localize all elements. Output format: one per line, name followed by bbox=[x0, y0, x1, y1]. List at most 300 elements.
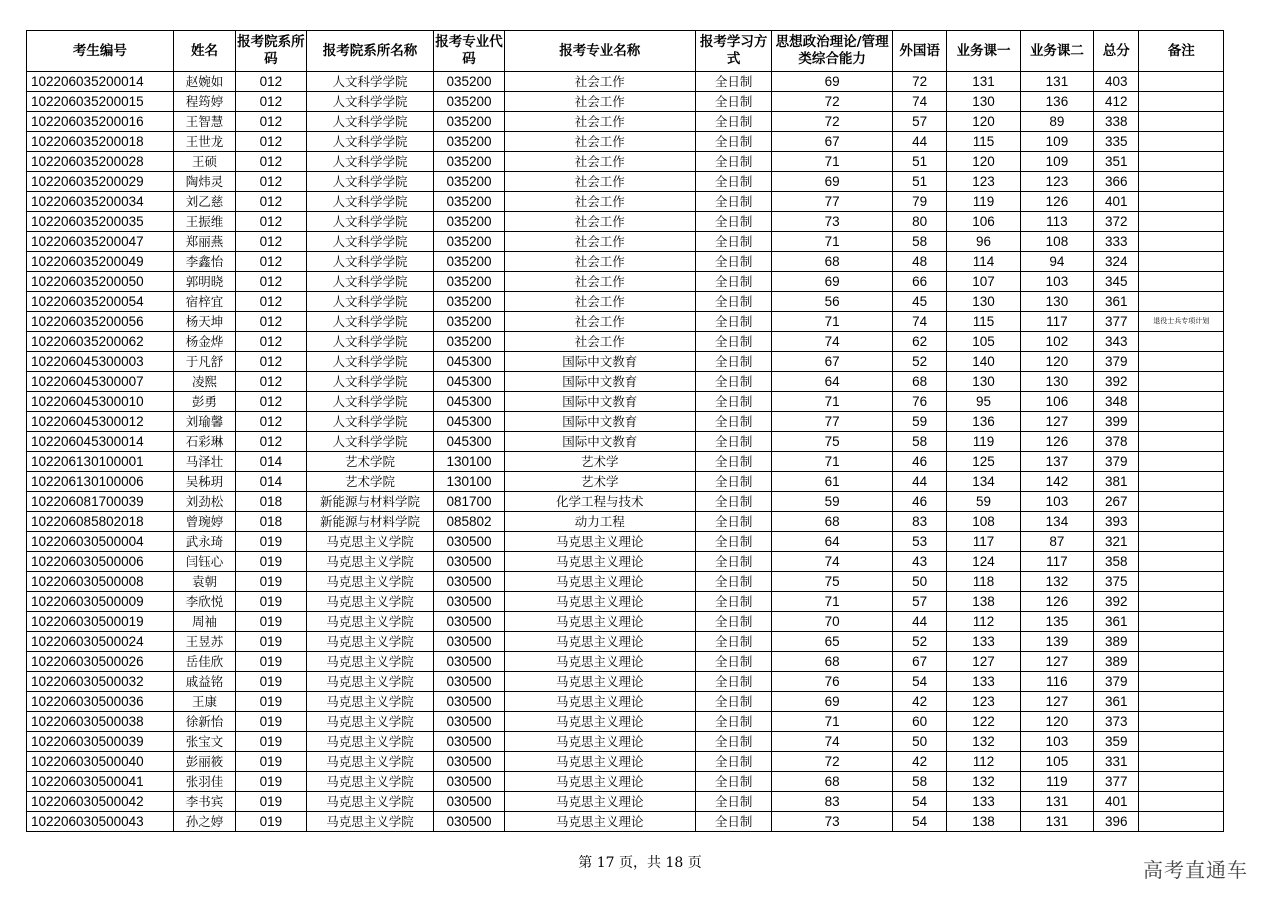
cell-name: 郑丽燕 bbox=[173, 232, 235, 252]
cell-subject1-score: 120 bbox=[947, 152, 1020, 172]
cell-study-mode: 全日制 bbox=[695, 732, 771, 752]
cell-major-code: 030500 bbox=[434, 632, 504, 652]
cell-major-name: 马克思主义理论 bbox=[504, 612, 695, 632]
cell-name: 吴秭玥 bbox=[173, 472, 235, 492]
cell-total-score: 379 bbox=[1094, 452, 1139, 472]
cell-total-score: 338 bbox=[1094, 112, 1139, 132]
cell-total-score: 373 bbox=[1094, 712, 1139, 732]
cell-major-name: 社会工作 bbox=[504, 112, 695, 132]
watermark: 高考直通车 bbox=[1143, 858, 1248, 882]
cell-candidate-id: 102206045300003 bbox=[27, 352, 174, 372]
cell-candidate-id: 102206030500041 bbox=[27, 772, 174, 792]
cell-major-name: 马克思主义理论 bbox=[504, 572, 695, 592]
cell-candidate-id: 102206030500008 bbox=[27, 572, 174, 592]
cell-foreign-language-score: 46 bbox=[893, 492, 947, 512]
cell-major-code: 130100 bbox=[434, 452, 504, 472]
cell-subject1-score: 123 bbox=[947, 172, 1020, 192]
cell-subject2-score: 119 bbox=[1020, 772, 1093, 792]
cell-dept-code: 019 bbox=[236, 692, 306, 712]
table-row bbox=[27, 72, 1224, 92]
cell-foreign-language-score: 59 bbox=[893, 412, 947, 432]
cell-dept-name: 艺术学院 bbox=[306, 452, 434, 472]
cell-dept-code: 019 bbox=[236, 812, 306, 832]
cell-major-name: 社会工作 bbox=[504, 212, 695, 232]
table-row bbox=[27, 152, 1224, 172]
cell-total-score: 381 bbox=[1094, 472, 1139, 492]
cell-dept-code: 012 bbox=[236, 112, 306, 132]
cell-remarks bbox=[1139, 812, 1224, 832]
cell-candidate-id: 102206030500036 bbox=[27, 692, 174, 712]
table-row bbox=[27, 712, 1224, 732]
cell-remarks bbox=[1139, 792, 1224, 812]
cell-major-name: 马克思主义理论 bbox=[504, 532, 695, 552]
cell-dept-code: 012 bbox=[236, 412, 306, 432]
cell-dept-name: 艺术学院 bbox=[306, 472, 434, 492]
cell-dept-name: 人文科学学院 bbox=[306, 92, 434, 112]
cell-major-code: 030500 bbox=[434, 572, 504, 592]
cell-candidate-id: 102206035200050 bbox=[27, 272, 174, 292]
cell-politics-score: 68 bbox=[772, 252, 893, 272]
cell-study-mode: 全日制 bbox=[695, 272, 771, 292]
table-row bbox=[27, 612, 1224, 632]
cell-major-code: 035200 bbox=[434, 232, 504, 252]
cell-study-mode: 全日制 bbox=[695, 692, 771, 712]
cell-name: 程筠婷 bbox=[173, 92, 235, 112]
cell-dept-code: 012 bbox=[236, 152, 306, 172]
cell-politics-score: 68 bbox=[772, 772, 893, 792]
cell-name: 刘瑜馨 bbox=[173, 412, 235, 432]
cell-dept-code: 019 bbox=[236, 632, 306, 652]
cell-dept-name: 马克思主义学院 bbox=[306, 592, 434, 612]
cell-name: 李书宾 bbox=[173, 792, 235, 812]
cell-foreign-language-score: 68 bbox=[893, 372, 947, 392]
cell-major-code: 045300 bbox=[434, 392, 504, 412]
cell-dept-name: 马克思主义学院 bbox=[306, 712, 434, 732]
cell-politics-score: 73 bbox=[772, 212, 893, 232]
cell-remarks bbox=[1139, 492, 1224, 512]
cell-name: 刘乙慈 bbox=[173, 192, 235, 212]
cell-major-code: 035200 bbox=[434, 72, 504, 92]
cell-candidate-id: 102206030500038 bbox=[27, 712, 174, 732]
cell-remarks bbox=[1139, 352, 1224, 372]
cell-major-code: 030500 bbox=[434, 752, 504, 772]
cell-major-name: 社会工作 bbox=[504, 172, 695, 192]
cell-politics-score: 69 bbox=[772, 172, 893, 192]
cell-study-mode: 全日制 bbox=[695, 772, 771, 792]
cell-dept-name: 新能源与材料学院 bbox=[306, 492, 434, 512]
cell-subject1-score: 95 bbox=[947, 392, 1020, 412]
cell-subject2-score: 130 bbox=[1020, 372, 1093, 392]
cell-subject2-score: 102 bbox=[1020, 332, 1093, 352]
cell-study-mode: 全日制 bbox=[695, 292, 771, 312]
cell-study-mode: 全日制 bbox=[695, 352, 771, 372]
cell-foreign-language-score: 67 bbox=[893, 652, 947, 672]
cell-name: 宿梓宜 bbox=[173, 292, 235, 312]
cell-study-mode: 全日制 bbox=[695, 452, 771, 472]
cell-major-name: 马克思主义理论 bbox=[504, 552, 695, 572]
cell-foreign-language-score: 58 bbox=[893, 432, 947, 452]
cell-major-name: 马克思主义理论 bbox=[504, 672, 695, 692]
cell-subject2-score: 126 bbox=[1020, 592, 1093, 612]
cell-remarks bbox=[1139, 152, 1224, 172]
cell-politics-score: 71 bbox=[772, 392, 893, 412]
cell-subject1-score: 122 bbox=[947, 712, 1020, 732]
cell-subject2-score: 139 bbox=[1020, 632, 1093, 652]
cell-name: 王硕 bbox=[173, 152, 235, 172]
cell-dept-name: 马克思主义学院 bbox=[306, 632, 434, 652]
cell-subject1-score: 106 bbox=[947, 212, 1020, 232]
cell-subject1-score: 138 bbox=[947, 812, 1020, 832]
cell-name: 陶炜灵 bbox=[173, 172, 235, 192]
cell-subject1-score: 125 bbox=[947, 452, 1020, 472]
cell-subject2-score: 89 bbox=[1020, 112, 1093, 132]
cell-candidate-id: 102206030500042 bbox=[27, 792, 174, 812]
table-row bbox=[27, 312, 1224, 332]
cell-subject1-score: 136 bbox=[947, 412, 1020, 432]
cell-study-mode: 全日制 bbox=[695, 752, 771, 772]
cell-subject1-score: 119 bbox=[947, 192, 1020, 212]
cell-foreign-language-score: 72 bbox=[893, 72, 947, 92]
cell-subject2-score: 103 bbox=[1020, 732, 1093, 752]
cell-subject1-score: 134 bbox=[947, 472, 1020, 492]
cell-subject2-score: 132 bbox=[1020, 572, 1093, 592]
cell-study-mode: 全日制 bbox=[695, 392, 771, 412]
cell-dept-name: 马克思主义学院 bbox=[306, 812, 434, 832]
cell-major-code: 035200 bbox=[434, 292, 504, 312]
cell-study-mode: 全日制 bbox=[695, 372, 771, 392]
cell-study-mode: 全日制 bbox=[695, 152, 771, 172]
cell-total-score: 359 bbox=[1094, 732, 1139, 752]
cell-major-name: 社会工作 bbox=[504, 72, 695, 92]
cell-dept-name: 人文科学学院 bbox=[306, 192, 434, 212]
cell-candidate-id: 102206030500009 bbox=[27, 592, 174, 612]
cell-study-mode: 全日制 bbox=[695, 612, 771, 632]
cell-name: 王世龙 bbox=[173, 132, 235, 152]
table-body bbox=[27, 72, 1224, 832]
cell-study-mode: 全日制 bbox=[695, 312, 771, 332]
cell-study-mode: 全日制 bbox=[695, 632, 771, 652]
cell-candidate-id: 102206045300012 bbox=[27, 412, 174, 432]
cell-subject1-score: 114 bbox=[947, 252, 1020, 272]
cell-total-score: 378 bbox=[1094, 432, 1139, 452]
cell-subject2-score: 127 bbox=[1020, 412, 1093, 432]
cell-name: 杨金烨 bbox=[173, 332, 235, 352]
cell-total-score: 361 bbox=[1094, 292, 1139, 312]
cell-subject1-score: 130 bbox=[947, 292, 1020, 312]
cell-candidate-id: 102206085802018 bbox=[27, 512, 174, 532]
cell-foreign-language-score: 62 bbox=[893, 332, 947, 352]
cell-study-mode: 全日制 bbox=[695, 92, 771, 112]
cell-major-name: 艺术学 bbox=[504, 472, 695, 492]
cell-foreign-language-score: 44 bbox=[893, 612, 947, 632]
cell-name: 彭丽筱 bbox=[173, 752, 235, 772]
cell-study-mode: 全日制 bbox=[695, 332, 771, 352]
cell-name: 曾琬婷 bbox=[173, 512, 235, 532]
cell-dept-name: 人文科学学院 bbox=[306, 152, 434, 172]
cell-subject2-score: 136 bbox=[1020, 92, 1093, 112]
cell-major-code: 030500 bbox=[434, 732, 504, 752]
cell-remarks bbox=[1139, 612, 1224, 632]
cell-subject1-score: 118 bbox=[947, 572, 1020, 592]
cell-major-name: 国际中文教育 bbox=[504, 372, 695, 392]
cell-name: 王振维 bbox=[173, 212, 235, 232]
cell-total-score: 393 bbox=[1094, 512, 1139, 532]
cell-total-score: 361 bbox=[1094, 692, 1139, 712]
cell-candidate-id: 102206030500039 bbox=[27, 732, 174, 752]
cell-subject2-score: 123 bbox=[1020, 172, 1093, 192]
cell-foreign-language-score: 57 bbox=[893, 592, 947, 612]
cell-major-name: 马克思主义理论 bbox=[504, 772, 695, 792]
header-name: 姓名 bbox=[173, 31, 235, 72]
cell-name: 赵婉如 bbox=[173, 72, 235, 92]
cell-candidate-id: 102206030500032 bbox=[27, 672, 174, 692]
cell-name: 武永琦 bbox=[173, 532, 235, 552]
cell-dept-code: 019 bbox=[236, 552, 306, 572]
cell-study-mode: 全日制 bbox=[695, 172, 771, 192]
header-dept-code: 报考院系所码 bbox=[236, 31, 306, 72]
cell-candidate-id: 102206035200028 bbox=[27, 152, 174, 172]
cell-major-name: 社会工作 bbox=[504, 252, 695, 272]
cell-politics-score: 75 bbox=[772, 572, 893, 592]
cell-major-code: 045300 bbox=[434, 352, 504, 372]
cell-candidate-id: 102206035200018 bbox=[27, 132, 174, 152]
cell-name: 王昱苏 bbox=[173, 632, 235, 652]
cell-candidate-id: 102206030500019 bbox=[27, 612, 174, 632]
cell-candidate-id: 102206035200029 bbox=[27, 172, 174, 192]
cell-subject2-score: 131 bbox=[1020, 792, 1093, 812]
cell-subject1-score: 133 bbox=[947, 632, 1020, 652]
cell-subject2-score: 120 bbox=[1020, 712, 1093, 732]
cell-remarks bbox=[1139, 172, 1224, 192]
cell-candidate-id: 102206030500004 bbox=[27, 532, 174, 552]
cell-major-code: 045300 bbox=[434, 372, 504, 392]
cell-major-name: 社会工作 bbox=[504, 272, 695, 292]
table-row bbox=[27, 372, 1224, 392]
cell-subject1-score: 140 bbox=[947, 352, 1020, 372]
cell-total-score: 366 bbox=[1094, 172, 1139, 192]
cell-politics-score: 71 bbox=[772, 152, 893, 172]
cell-politics-score: 64 bbox=[772, 372, 893, 392]
cell-major-code: 030500 bbox=[434, 772, 504, 792]
cell-dept-name: 人文科学学院 bbox=[306, 112, 434, 132]
cell-candidate-id: 102206035200049 bbox=[27, 252, 174, 272]
cell-total-score: 379 bbox=[1094, 672, 1139, 692]
cell-total-score: 389 bbox=[1094, 632, 1139, 652]
cell-major-code: 030500 bbox=[434, 592, 504, 612]
header-politics-score: 思想政治理论/管理类综合能力 bbox=[772, 31, 893, 72]
cell-subject1-score: 119 bbox=[947, 432, 1020, 452]
cell-politics-score: 71 bbox=[772, 592, 893, 612]
cell-dept-code: 018 bbox=[236, 512, 306, 532]
page-number: 第 17 页，共 18 页 bbox=[578, 855, 702, 871]
cell-total-score: 372 bbox=[1094, 212, 1139, 232]
cell-dept-name: 人文科学学院 bbox=[306, 212, 434, 232]
cell-candidate-id: 102206035200062 bbox=[27, 332, 174, 352]
cell-dept-name: 新能源与材料学院 bbox=[306, 512, 434, 532]
cell-total-score: 345 bbox=[1094, 272, 1139, 292]
cell-candidate-id: 102206030500026 bbox=[27, 652, 174, 672]
cell-total-score: 321 bbox=[1094, 532, 1139, 552]
cell-major-name: 马克思主义理论 bbox=[504, 752, 695, 772]
cell-study-mode: 全日制 bbox=[695, 532, 771, 552]
cell-foreign-language-score: 58 bbox=[893, 772, 947, 792]
cell-subject2-score: 113 bbox=[1020, 212, 1093, 232]
cell-study-mode: 全日制 bbox=[695, 472, 771, 492]
cell-total-score: 396 bbox=[1094, 812, 1139, 832]
cell-major-code: 030500 bbox=[434, 612, 504, 632]
cell-name: 杨天坤 bbox=[173, 312, 235, 332]
table-row bbox=[27, 412, 1224, 432]
table-row bbox=[27, 452, 1224, 472]
cell-dept-name: 人文科学学院 bbox=[306, 412, 434, 432]
cell-study-mode: 全日制 bbox=[695, 552, 771, 572]
cell-major-name: 马克思主义理论 bbox=[504, 692, 695, 712]
cell-politics-score: 59 bbox=[772, 492, 893, 512]
cell-politics-score: 71 bbox=[772, 712, 893, 732]
cell-total-score: 348 bbox=[1094, 392, 1139, 412]
cell-subject1-score: 115 bbox=[947, 312, 1020, 332]
cell-major-code: 035200 bbox=[434, 332, 504, 352]
cell-politics-score: 69 bbox=[772, 272, 893, 292]
table-row bbox=[27, 812, 1224, 832]
cell-name: 袁朝 bbox=[173, 572, 235, 592]
cell-dept-name: 马克思主义学院 bbox=[306, 792, 434, 812]
cell-major-code: 045300 bbox=[434, 412, 504, 432]
cell-foreign-language-score: 44 bbox=[893, 132, 947, 152]
cell-politics-score: 65 bbox=[772, 632, 893, 652]
cell-dept-code: 012 bbox=[236, 372, 306, 392]
cell-dept-code: 014 bbox=[236, 452, 306, 472]
cell-major-name: 社会工作 bbox=[504, 132, 695, 152]
cell-name: 周袖 bbox=[173, 612, 235, 632]
table-row bbox=[27, 572, 1224, 592]
cell-dept-code: 012 bbox=[236, 352, 306, 372]
cell-total-score: 377 bbox=[1094, 312, 1139, 332]
cell-major-name: 马克思主义理论 bbox=[504, 732, 695, 752]
cell-total-score: 399 bbox=[1094, 412, 1139, 432]
cell-major-code: 035200 bbox=[434, 152, 504, 172]
cell-politics-score: 71 bbox=[772, 232, 893, 252]
cell-study-mode: 全日制 bbox=[695, 812, 771, 832]
cell-candidate-id: 102206035200016 bbox=[27, 112, 174, 132]
table-row bbox=[27, 112, 1224, 132]
cell-subject2-score: 135 bbox=[1020, 612, 1093, 632]
table-row bbox=[27, 592, 1224, 612]
cell-subject2-score: 131 bbox=[1020, 72, 1093, 92]
cell-foreign-language-score: 52 bbox=[893, 352, 947, 372]
cell-foreign-language-score: 79 bbox=[893, 192, 947, 212]
cell-name: 戚益铭 bbox=[173, 672, 235, 692]
cell-major-name: 社会工作 bbox=[504, 92, 695, 112]
cell-subject2-score: 105 bbox=[1020, 752, 1093, 772]
cell-major-name: 社会工作 bbox=[504, 312, 695, 332]
table-row bbox=[27, 472, 1224, 492]
cell-subject2-score: 117 bbox=[1020, 312, 1093, 332]
cell-foreign-language-score: 52 bbox=[893, 632, 947, 652]
header-study-mode: 报考学习方式 bbox=[695, 31, 771, 72]
cell-total-score: 403 bbox=[1094, 72, 1139, 92]
cell-subject2-score: 87 bbox=[1020, 532, 1093, 552]
cell-study-mode: 全日制 bbox=[695, 232, 771, 252]
cell-politics-score: 68 bbox=[772, 652, 893, 672]
cell-politics-score: 70 bbox=[772, 612, 893, 632]
cell-dept-code: 012 bbox=[236, 132, 306, 152]
cell-foreign-language-score: 57 bbox=[893, 112, 947, 132]
cell-major-name: 马克思主义理论 bbox=[504, 812, 695, 832]
cell-major-name: 艺术学 bbox=[504, 452, 695, 472]
cell-dept-name: 马克思主义学院 bbox=[306, 552, 434, 572]
cell-politics-score: 67 bbox=[772, 132, 893, 152]
header-subject2-score: 业务课二 bbox=[1020, 31, 1093, 72]
cell-remarks bbox=[1139, 772, 1224, 792]
cell-major-code: 035200 bbox=[434, 172, 504, 192]
table-row bbox=[27, 752, 1224, 772]
cell-foreign-language-score: 51 bbox=[893, 152, 947, 172]
cell-remarks bbox=[1139, 712, 1224, 732]
cell-name: 凌熙 bbox=[173, 372, 235, 392]
cell-subject2-score: 142 bbox=[1020, 472, 1093, 492]
cell-remarks bbox=[1139, 532, 1224, 552]
cell-subject1-score: 123 bbox=[947, 692, 1020, 712]
table-row bbox=[27, 532, 1224, 552]
table-row bbox=[27, 232, 1224, 252]
cell-politics-score: 74 bbox=[772, 552, 893, 572]
cell-major-name: 国际中文教育 bbox=[504, 352, 695, 372]
cell-major-name: 国际中文教育 bbox=[504, 412, 695, 432]
cell-subject1-score: 112 bbox=[947, 612, 1020, 632]
cell-politics-score: 75 bbox=[772, 432, 893, 452]
cell-candidate-id: 102206045300014 bbox=[27, 432, 174, 452]
cell-candidate-id: 102206035200035 bbox=[27, 212, 174, 232]
cell-total-score: 267 bbox=[1094, 492, 1139, 512]
cell-study-mode: 全日制 bbox=[695, 192, 771, 212]
cell-study-mode: 全日制 bbox=[695, 572, 771, 592]
cell-study-mode: 全日制 bbox=[695, 652, 771, 672]
cell-candidate-id: 102206045300007 bbox=[27, 372, 174, 392]
cell-total-score: 375 bbox=[1094, 572, 1139, 592]
cell-subject2-score: 103 bbox=[1020, 492, 1093, 512]
table-row bbox=[27, 552, 1224, 572]
cell-major-code: 030500 bbox=[434, 652, 504, 672]
cell-dept-code: 012 bbox=[236, 252, 306, 272]
cell-subject1-score: 132 bbox=[947, 732, 1020, 752]
cell-politics-score: 67 bbox=[772, 352, 893, 372]
cell-dept-code: 012 bbox=[236, 212, 306, 232]
cell-dept-code: 012 bbox=[236, 192, 306, 212]
cell-study-mode: 全日制 bbox=[695, 212, 771, 232]
cell-subject2-score: 131 bbox=[1020, 812, 1093, 832]
cell-remarks bbox=[1139, 652, 1224, 672]
cell-major-code: 035200 bbox=[434, 112, 504, 132]
table-row bbox=[27, 292, 1224, 312]
cell-dept-code: 019 bbox=[236, 612, 306, 632]
cell-dept-name: 人文科学学院 bbox=[306, 232, 434, 252]
cell-foreign-language-score: 42 bbox=[893, 752, 947, 772]
cell-foreign-language-score: 74 bbox=[893, 312, 947, 332]
cell-politics-score: 77 bbox=[772, 412, 893, 432]
cell-total-score: 331 bbox=[1094, 752, 1139, 772]
header-remarks: 备注 bbox=[1139, 31, 1224, 72]
cell-dept-code: 019 bbox=[236, 532, 306, 552]
cell-foreign-language-score: 44 bbox=[893, 472, 947, 492]
table-row bbox=[27, 672, 1224, 692]
cell-total-score: 412 bbox=[1094, 92, 1139, 112]
cell-remarks bbox=[1139, 72, 1224, 92]
cell-dept-code: 012 bbox=[236, 72, 306, 92]
cell-major-code: 130100 bbox=[434, 472, 504, 492]
cell-study-mode: 全日制 bbox=[695, 672, 771, 692]
cell-dept-code: 019 bbox=[236, 572, 306, 592]
